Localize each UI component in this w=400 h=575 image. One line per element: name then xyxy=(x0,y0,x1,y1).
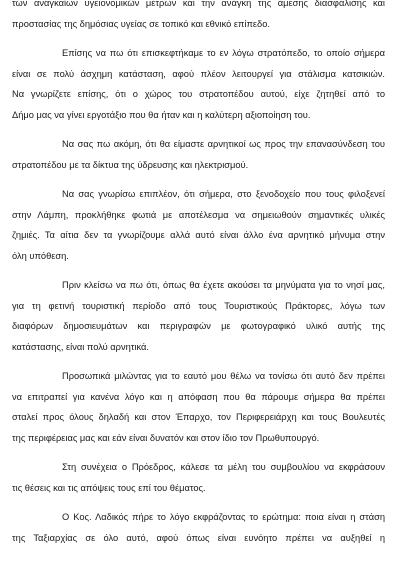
text-line: Να σας γνωρίσω επιπλέον, ότι σήμερα, στο ξενοδοχείο που τους φιλοξενεί xyxy=(62,189,385,199)
text-line: να επιτραπεί για κανένα λόγο και η απόφαση που θα πάρουμε σήμερα θα πρέπει xyxy=(12,391,385,402)
text-line: είναι σε πολύ άσχημη κατάσταση, αφού πλέον λειτουργεί για στάλισμα κατσικιών. xyxy=(12,68,385,79)
text-line: προστασίας της δημόσιας υγείας σε τοπικό και εθνικό επίπεδο. xyxy=(12,18,270,29)
paragraph xyxy=(12,0,385,34)
text-line: Προσωπικά μιλώντας για το εαυτό μου θέλω να τονίσω ότι αυτό δεν πρέπει xyxy=(62,371,385,381)
text-line: σταλεί προς όλους δηλαδή και στον Έπαρχο, τον Περιφερειάρχη και τους Βουλευτές xyxy=(12,412,385,422)
text-line: Επίσης να πω ότι επισκεφτήκαμε το εν λόγω στρατόπεδο, το οποίο σήμερα xyxy=(62,48,385,58)
paragraph xyxy=(12,457,385,498)
paragraph xyxy=(12,275,385,357)
text-line: Στη συνέχεια ο Πρόεδρος, κάλεσε τα μέλη του συμβουλίου να εκφράσουν xyxy=(62,462,385,472)
text-line: τις θέσεις και τις απόψεις τους επί του θέματος. xyxy=(12,482,206,493)
paragraph xyxy=(12,366,385,448)
text-line: όλη υπόθεση. xyxy=(12,250,69,261)
document-body xyxy=(12,0,385,548)
text-line: κατάστασης, είναι πολύ αρνητικά. xyxy=(12,341,149,352)
text-line: Να σας πω ακόμη, ότι θα είμαστε αρνητικοί ως προς την επανασύνδεση του xyxy=(62,139,385,149)
paragraph xyxy=(12,184,385,266)
text-line: ζημιές. Τα αίτια δεν τα γνωρίζουμε αλλά αυτό είναι άλλο ένα αρνητικό μήνυμα στην xyxy=(12,230,385,240)
text-line: Πριν κλείσω να πω ότι, όπως θα έχετε ακούσει τα μηνύματα για το νησί μας, xyxy=(62,280,385,290)
text-line: για τη φετινή τουριστική περίοδο από τους Τουριστικούς Πράκτορες, λόγω των xyxy=(12,300,385,311)
paragraph xyxy=(12,507,385,548)
text-line: Να γνωρίζετε επίσης, ότι ο χώρος του στρατοπέδου αυτού, είχε ζητηθεί από το xyxy=(12,89,385,99)
text-line: Ο Κος. Λαδικός πήρε το λόγο εκφράζοντας το ερώτημα: ποια είναι η στάση xyxy=(62,512,385,522)
text-line: στρατοπέδου με τα δίκτυα της ύδρευσης και ηλεκτρισμού. xyxy=(12,159,249,170)
text-line: Δήμο μας να γίνει εργοτάξιο που θα ήταν και η καλύτερη αξιοποίηση του. xyxy=(12,109,311,120)
paragraph xyxy=(12,134,385,175)
text-line: των αναγκαίων υγειονομικών μέτρων και την ανάγκη της άμεσης διασφάλισης και xyxy=(12,0,385,8)
text-line: της Ταξιαρχίας σε όλο αυτό, αφού όπως είναι ευνόητο πρέπει να αυξηθεί η xyxy=(12,532,385,543)
text-line: στην Λάμπη, προκλήθηκε φωτιά με αποτέλεσμα να σημειωθούν σημαντικές υλικές xyxy=(12,209,385,220)
text-line: της περιφέρειας μας και εάν είναι δυνατόν και στον ίδιο τον Πρωθυπουργό. xyxy=(12,432,320,443)
text-line: διαφόρων δημοσιευμάτων και περιγραφών με φωτογραφικό υλικό αυτής της xyxy=(12,321,385,331)
paragraph xyxy=(12,43,385,125)
